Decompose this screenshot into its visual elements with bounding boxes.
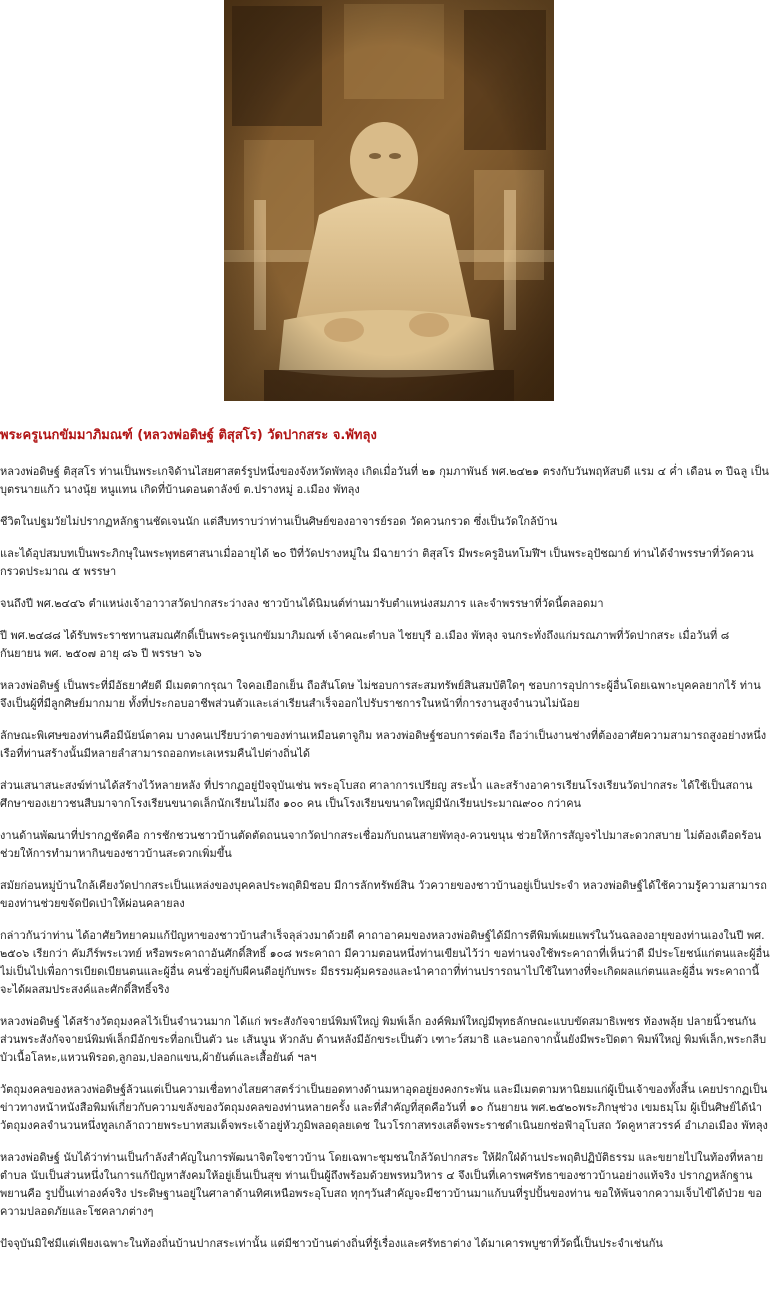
article-paragraph: หลวงพ่อดิษฐ์ เป็นพระที่มีอัธยาศัยดี มีเมตตากรุณา ใจคอเยือกเย็น ถือสันโดษ ไม่ชอบการสะสมทรัพย์สินสมบัติใดๆ ชอบการอุปการะผู้อื่นโดยเฉพาะบุคคลยากไร้ ท่านจึงเป็นผู้ที่มีลูกศิษย์มากมาย ทั้งที่ประกอบอาชีพส่วนตัวและเล่าเรียนสำเร็จออกไปรับราชการในหน้าที่การงานสูงจำนวนไม่น้อย: [0, 679, 761, 710]
monk-portrait-photo: [224, 0, 554, 401]
article-body: [0, 463, 770, 1253]
article-paragraph: ชีวิตในปฐมวัยไม่ปรากฏหลักฐานชัดเจนนัก แต่สืบทราบว่าท่านเป็นศิษย์ของอาจารย์รอด วัดควนกรวด ซึ่งเป็นวัดใกล้บ้าน: [0, 515, 558, 528]
article-paragraph: หลวงพ่อดิษฐ์ นับได้ว่าท่านเป็นกำลังสำคัญในการพัฒนาจิตใจชาวบ้าน โดยเฉพาะชุมชนใกล้วัดปากสระ ให้ฝักใฝ่ด้านประพฤติปฏิบัติธรรม และขยายไปในท้องที่หลายตำบล นับเป็นส่วนหนึ่งในการแก้ปัญหาสังคมให้อยู่เย็นเป็นสุข ท่านเป็นผู้ถึงพร้อมด้วยพรหมวิหาร ๔ จึงเป็นที่เคารพศรัทธาของชาวบ้านอย่างแท้จริง ปรากฏหลักฐานพยานคือ รูปปั้นเท่าองค์จริง ประดิษฐานอยู่ในศาลาด้านทิศเหนือพระอุโบสถ ทุกๆวันสำคัญจะมีชาวบ้านมาแก้บนที่รูปปั้นของท่าน ขอให้พ้นจากความเจ็บไข้ได้ป่วย ขอความปลอดภัยและโชคลาภต่างๆ: [0, 1151, 764, 1218]
article-paragraph: วัตถุมงคลของหลวงพ่อดิษฐ์ล้วนแต่เป็นความเชื่อทางไสยศาสตร์ว่าเป็นยอดทางด้านมหาอุดอยู่ยงคงกระพัน และมีเมตตามหานิยมแก่ผู้เป็นเจ้าของทั้งสิ้น เคยปรากฏเป็นข่าวทางหน้าหนังสือพิมพ์เกี่ยวกับความขลังของวัตถุมงคลของท่านหลายครั้ง และที่สำคัญที่สุดคือวันที่ ๑๐ กันยายน พศ.๒๕๒๐พระภิกษุช่วง เขมธมฺโม ผู้เป็นศิษย์ได้นำวัตถุมงคลจำนวนหนึ่งทูลเกล้าถวายพระบาทสมเด็จพระเจ้าอยู่หัวภูมิพลอดุลยเดช ในวโรกาสทรงเสด็จพระราชดำเนินยกช่อฟ้าอุโบสถ วัดคูหาสวรรค์ อำเภอเมือง พัทลุง: [0, 1083, 768, 1132]
article-paragraph: และได้อุปสมบทเป็นพระภิกษุในพระพุทธศาสนาเมื่ออายุได้ ๒๐ ปีที่วัดปรางหมู่ใน มีฉายาว่า ติสุสโร มีพระครูอินทโมฬีฯ เป็นพระอุปัชฌาย์ ท่านได้จำพรรษาที่วัดควนกรวดประมาณ ๕ พรรษา: [0, 547, 754, 578]
article-title: พระครูเนกขัมมาภิมณฑ์ (หลวงพ่อดิษฐ์ ติสุสโร) วัดปากสระ จ.พัทลุง: [0, 428, 377, 443]
article-paragraph: ลักษณะพิเศษของท่านคือมีนัยน์ตาคม บางคนเปรียบว่าตาของท่านเหมือนตาจูกิม หลวงพ่อดิษฐ์ชอบการต่อเรือ ถือว่าเป็นงานช่างที่ต้องอาศัยความสามารถสูงอย่างหนึ่ง เรือที่ท่านสร้างนั้นมีหลายลำสามารถออกทะเลเหรมคืนไปต่างถิ่นได้: [0, 729, 767, 760]
article-paragraph: จนถึงปี พศ.๒๔๔๖ ตำแหน่งเจ้าอาวาสวัดปากสระว่างลง ชาวบ้านได้นิมนต์ท่านมารับตำแหน่งสมภาร และจำพรรษาที่วัดนี้ตลอดมา: [0, 597, 604, 610]
article-paragraph: หลวงพ่อดิษฐ์ ติสุสโร ท่านเป็นพระเกจิด้านไสยศาสตร์รูปหนึ่งของจังหวัดพัทลุง เกิดเมื่อวันที่ ๒๑ กุมภาพันธ์ พศ.๒๔๒๑ ตรงกับวันพฤหัสบดี แรม ๔ ค่ำ เดือน ๓ ปีฉลู เป็นบุตรนายแก้ว นางนุ้ย หนูแทน เกิดที่บ้านดอนตาลังข์ ต.ปรางหมู่ อ.เมือง พัทลุง: [0, 465, 769, 496]
article-paragraph: ปี พศ.๒๔๘๘ ได้รับพระราชทานสมณศักดิ์เป็นพระครูเนกขัมมาภิมณฑ์ เจ้าคณะตำบล ไชยบุรี อ.เมือง พัทลุง จนกระทั่งถึงแก่มรณภาพที่วัดปากสระ เมื่อวันที่ ๘ กันยายน พศ. ๒๕๐๗ อายุ ๘๖ ปี พรรษา ๖๖: [0, 629, 730, 660]
article-paragraph: ส่วนเสนาสนะสงฆ์ท่านได้สร้างไว้หลายหลัง ที่ปรากฏอยู่ปัจจุบันเช่น พระอุโบสถ ศาลาการเปรียญ สระน้ำ และสร้างอาคารเรียนโรงเรียนวัดปากสระ ได้ใช้เป็นสถานศึกษาของเยาวชนสืบมาจากโรงเรียนขนาดเล็กนักเรียนไม่ถึง ๑๐๐ คน เป็นโรงเรียนขนาดใหญ่มีนักเรียนประมาณ๙๐๐ กว่าคน: [0, 779, 753, 810]
article-paragraph: ปัจจุบันมิใช่มีแต่เพียงเฉพาะในท้องถิ่นบ้านปากสระเท่านั้น แต่มีชาวบ้านต่างถิ่นที่รู้เรื่องและศรัทธาต่าง ได้มาเคารพบูชาที่วัดนี้เป็นประจำเช่นกัน: [0, 1237, 663, 1250]
article-paragraph: กล่าวกันว่าท่าน ได้อาศัยวิทยาคมแก้ปัญหาของชาวบ้านสำเร็จลุล่วงมาด้วยดี คาถาอาคมของหลวงพ่อดิษฐ์ได้มีการตีพิมพ์เผยแพร่ในวันฉลองอายุของท่านเองในปี พศ. ๒๕๐๖ เรียกว่า คัมภีร์พระเวทย์ หรือพระคาถาอันศักดิ์สิทธิ์ ๑๐๘ พระคาถา มีความตอนหนึ่งท่านเขียนไว้ว่า ขอท่านจงใช้พระคาถาที่เห็นว่าดี มีประโยชน์แก่ตนและผู้อื่น ไม่เป็นไปเพื่อการเบียดเบียนตนและผู้อื่น คนชั่วอยู่กับผีคนดีอยู่กับพระ มีธรรมคุ้มครองและนำคาถาที่ท่านปรารถนาไปใช้ในทางที่จะเกิดผลแก่ตนและผู้อื่น พระคาถานี้จะได้ผลสมประสงค์และศักดิ์สิทธิ์จริง: [0, 929, 770, 996]
article-paragraph: งานด้านพัฒนาที่ปรากฏชัดคือ การชักชวนชาวบ้านตัดตัดถนนจากวัดปากสระเชื่อมกับถนนสายพัทลุง-ควนขนุน ช่วยให้การสัญจรไปมาสะดวกสบาย ไม่ต้องเดือดร้อน ช่วยให้การทำมาหากินของชาวบ้านสะดวกเพิ่มขึ้น: [0, 829, 762, 860]
article-paragraph: สมัยก่อนหมู่บ้านใกล้เคียงวัดปากสระเป็นแหล่งของบุคคลประพฤติมิชอบ มีการลักทรัพย์สิน วัวควายของชาวบ้านอยู่เป็นประจำ หลวงพ่อดิษฐ์ได้ใช้ความรู้ความสามารถของท่านช่วยขจัดปัดเป่าให้ผ่อนคลายลง: [0, 879, 767, 910]
article: [0, 405, 770, 1253]
article-paragraph: หลวงพ่อดิษฐ์ ได้สร้างวัตถุมงคลไว้เป็นจำนวนมาก ได้แก่ พระสังกัจจายน์พิมพ์ใหญ่ พิมพ์เล็ก องค์พิมพ์ใหญ่มีพุทธลักษณะแบบขัดสมาธิเพชร ท้องพลุ้ย ปลายนิ้วชนกัน ส่วนพระสังกัจจายน์พิมพ์เล็กมีอักขระที่อกเป็นตัว นะ เส้นนูน หัวกลับ ด้านหลังมีอักขระเป็นตัว เฑาะว์สมาธิ และนอกจากนั้นยังมีพระปิดตา พิมพ์ใหญ่ พิมพ์เล็ก,พระกลีบบัวเนื้อโลหะ,แหวนพิรอด,ลูกอม,ปลอกแขน,ผ้ายันต์และเสื้อยันต์ ฯลฯ: [0, 1015, 767, 1064]
